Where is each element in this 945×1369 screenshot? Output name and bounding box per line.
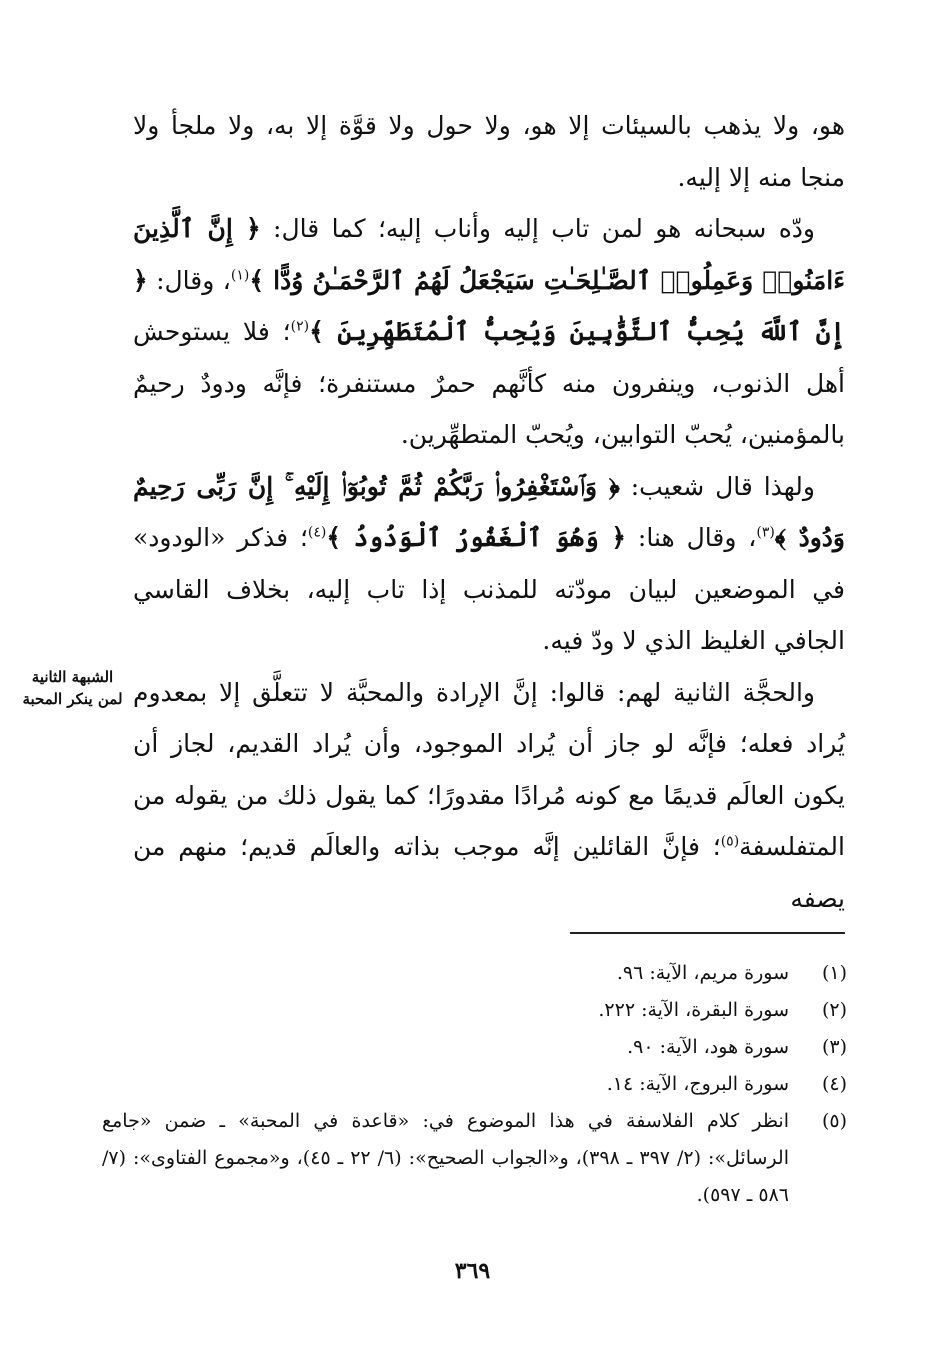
footnote-ref-4: (٤) [307, 524, 327, 541]
quran-verse-maryam: ﴿ إِنَّ ٱلَّذِينَ ءَامَنُوا۟ وَعَمِلُوا۟ ٱلصَّـٰلِحَـٰتِ سَيَجْعَلُ لَهُمُ ٱلرَّحْمَـٰنُ وُدًّا ﴾ [133, 214, 845, 295]
footnotes [102, 955, 847, 1214]
paragraph-4-text-1: والحجَّة الثانية لهم: قالوا: إنَّ الإرادة والمحبَّة لا تتعلَّق إلا بمعدوم يُراد فعله؛ فإنَّه لو جاز أن يُراد الموجود، وأن يُراد القديم، لجاز أن يكون العالَم قديمًا مع كونه مُرادًا مقدورًا؛ كما يقول ذلك من يقوله من المتفلسفة [133, 677, 845, 861]
paragraph-2-text-3: ؛ فلا يستوحش أهل الذنوب، وينفرون منه كأنَّهم حمرٌ مستنفرة؛ فإنَّه ودودٌ رحيمٌ بالمؤمنين، يُحبّ التوابين، ويُحبّ المتطهِّرين. [133, 317, 846, 449]
footnote-ref-1: (١) [230, 267, 250, 284]
paragraph-3-text-2: ، وقال هنا: [626, 523, 757, 552]
footnote-text: سورة هود، الآية: ٩٠. [627, 1036, 789, 1058]
paragraph-3-text-1: ولهذا قال شعيب: [619, 471, 815, 501]
paragraph-4 [133, 667, 845, 925]
main-text [133, 100, 845, 924]
footnote-item [102, 1066, 847, 1103]
paragraph-1 [133, 100, 845, 203]
paragraph-2-text-2: ، وقال: [147, 265, 231, 295]
paragraph-4-text-2: ؛ فإنَّ القائلين إنَّه موجب بذاته والعالَم قديم؛ منهم من يصفه [133, 832, 845, 913]
footnote-divider [570, 932, 845, 934]
footnote-number: (٤) [821, 1073, 847, 1095]
footnote-item [102, 955, 847, 992]
footnote-text: سورة البروج، الآية: ١٤. [606, 1073, 789, 1095]
footnote-number: (١) [821, 962, 847, 984]
footnote-text: انظر كلام الفلاسفة في هذا الموضوع في: «قاعدة في المحبة» ـ ضمن «جامع الرسائل»: (٢/ ٣٩٧ ـ ٣٩٨)، و«الجواب الصحيح»: (٦/ ٢٢ ـ ٤٥)، و«مجموع الفتاوى»: (٧/ ٥٨٦ ـ ٥٩٧). [102, 1110, 789, 1206]
paragraph-1-text: هو، ولا يذهب بالسيئات إلا هو، ولا حول ولا قوَّة إلا به، ولا ملجأ ولا منجا منه إلا إليه. [133, 111, 846, 192]
quran-verse-hud: ﴿ وَٱسْتَغْفِرُوا۟ رَبَّكُمْ ثُمَّ تُوبُوٓا۟ إِلَيْهِ ۚ إِنَّ رَبِّى رَحِيمٌ وَدُودٌ ﴾ [133, 471, 845, 552]
footnote-ref-5: (٥) [720, 833, 740, 850]
page-number: ٣٦٩ [454, 1258, 491, 1284]
quran-verse-baqarah: ﴿ إِنَّ ٱللَّهَ يُحِبُّ ٱلتَّوَّٰبِينَ وَيُحِبُّ ٱلْمُتَطَهِّرِينَ ﴾ [133, 265, 845, 346]
footnote-number: (٢) [821, 999, 847, 1021]
paragraph-3-text-3: ؛ فذكر «الودود» في الموضعين لبيان مودّته للمذنب إذا تاب إليه، بخلاف القاسي الجافي الغليظ الذي لا ودّ فيه. [133, 523, 845, 655]
footnote-text: سورة مريم، الآية: ٩٦. [616, 962, 789, 984]
margin-note: الشبهة الثانية لمن ينكر المحبة [22, 668, 123, 708]
paragraph-2-text-1: ودّه سبحانه هو لمن تاب إليه وأناب إليه؛ كما قال: [260, 214, 815, 243]
footnote-item [102, 992, 847, 1029]
footnote-number: (٣) [821, 1036, 847, 1058]
quran-verse-buruj: ﴿ وَهُوَ ٱلْغَفُورُ ٱلْوَدُودُ ﴾ [326, 523, 627, 552]
footnote-text: سورة البقرة، الآية: ٢٢٢. [598, 999, 789, 1021]
footnote-item [102, 1029, 847, 1066]
footnote-ref-3: (٣) [756, 524, 775, 541]
footnote-number: (٥) [821, 1110, 847, 1132]
paragraph-2 [133, 203, 845, 461]
footnote-item [102, 1103, 847, 1214]
paragraph-3 [133, 461, 845, 667]
footnote-ref-2: (٢) [290, 318, 310, 335]
